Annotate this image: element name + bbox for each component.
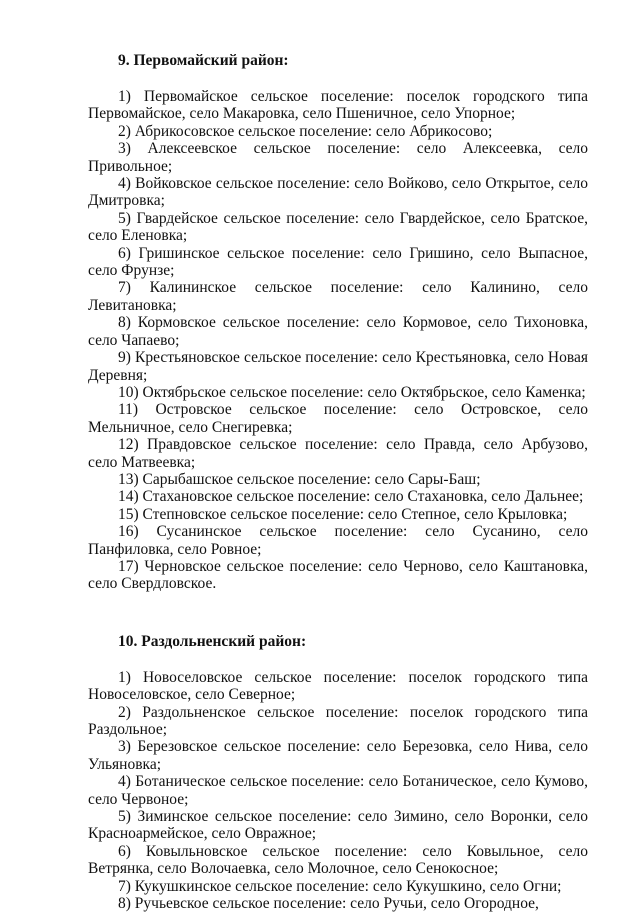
list-item: 8) Кормовское сельское поселение: село Кормовое, село Тихоновка, село Чапаево;	[88, 314, 588, 349]
list-item: 13) Сарыбашское сельское поселение: село Сары-Баш;	[118, 470, 481, 488]
list-item: 7) Кукушкинское сельское поселение: село Кукушкино, село Огни;	[118, 877, 562, 895]
settlement-list	[88, 669, 588, 912]
list-item: 15) Степновское сельское поселение: село Степное, село Крыловка;	[118, 505, 568, 523]
list-item: 5) Зиминское сельское поселение: село Зимино, село Воронки, село Красноармейское, село Овражное;	[88, 808, 588, 843]
list-item: 6) Ковыльновское сельское поселение: село Ковыльное, село Ветрянка, село Волочаевка, село Молочное, село Сенокосное;	[88, 842, 588, 878]
list-item: 4) Ботаническое сельское поселение: село Ботаническое, село Кумово, село Червоное;	[88, 773, 588, 808]
list-item: 6) Гришинское сельское поселение: село Гришино, село Выпасное, село Фрунзе;	[88, 244, 588, 280]
list-item: 1) Первомайское сельское поселение: поселок городского типа Первомайское, село Макаровка, село Пшеничное, село Упорное;	[88, 88, 588, 123]
list-item: 7) Калининское сельское поселение: село Калинино, село Левитановка;	[88, 279, 588, 314]
list-item: 12) Правдовское сельское поселение: село Правда, село Арбузово, село Матвеевка;	[88, 436, 588, 471]
list-item: 16) Сусанинское сельское поселение: село Сусанино, село Панфиловка, село Ровное;	[88, 523, 588, 558]
settlement-list	[88, 88, 588, 593]
section-pervomaisky	[88, 52, 588, 593]
list-item: 2) Раздольненское сельское поселение: поселок городского типа Раздольное;	[88, 703, 588, 738]
list-item: 10) Октябрьское сельское поселение: село Октябрьское, село Каменка;	[118, 383, 586, 401]
section-title: 9. Первомайский район:	[118, 52, 289, 69]
section-title: 10. Раздольненский район:	[118, 632, 307, 650]
list-item: 4) Войковское сельское поселение: село Войково, село Открытое, село Дмитровка;	[88, 175, 588, 210]
list-item: 14) Стахановское сельское поселение: село Стахановка, село Дальнее;	[118, 488, 584, 506]
list-item: 11) Островское сельское поселение: село Островское, село Мельничное, село Снегиревка;	[88, 401, 588, 436]
list-item: 5) Гвардейское сельское поселение: село Гвардейское, село Братское, село Еленовка;	[88, 209, 588, 245]
list-item: 8) Ручьевское сельское поселение: село Ручьи, село Огородное,	[118, 895, 539, 912]
section-spacer	[88, 593, 588, 611]
document-page	[88, 52, 588, 912]
list-item: 1) Новоселовское сельское поселение: поселок городского типа Новоселовское, село Северное;	[88, 668, 588, 704]
list-item: 17) Черновское сельское поселение: село Черново, село Каштановка, село Свердловское.	[88, 557, 588, 593]
list-item: 3) Алексеевское сельское поселение: село Алексеевка, село Привольное;	[88, 140, 588, 175]
list-item: 3) Березовское сельское поселение: село Березовка, село Нива, село Ульяновка;	[88, 738, 588, 773]
list-item: 9) Крестьяновское сельское поселение: село Крестьяновка, село Новая Деревня;	[88, 349, 588, 384]
section-razdolnensky	[88, 633, 588, 912]
list-item: 2) Абрикосовское сельское поселение: село Абрикосово;	[118, 122, 493, 140]
